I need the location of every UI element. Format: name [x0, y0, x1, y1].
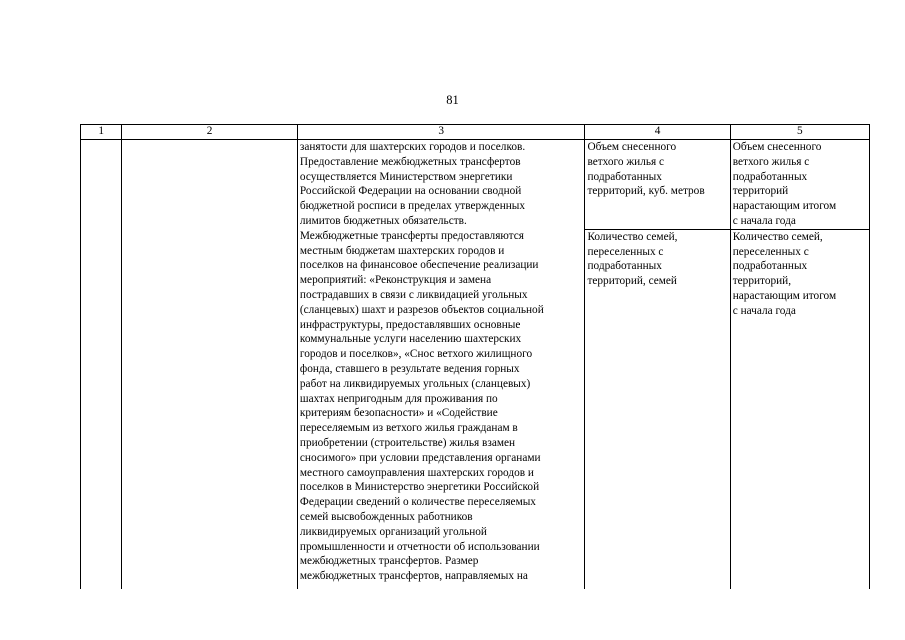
cell-col4-indicator-2	[585, 229, 730, 589]
col4-indicator-2-text: Количество семей, переселенных с подработанных территорий, семей	[587, 230, 678, 288]
cell-col5-indicator-1	[730, 140, 869, 230]
table-row	[81, 140, 870, 230]
cell-col3-description	[297, 140, 585, 590]
col5-indicator-1-text: Объем снесенного ветхого жилья с подработанных территорий нарастающим итогом с начала года	[732, 141, 837, 227]
document-table	[80, 124, 870, 589]
col4-indicator-1-text: Объем снесенного ветхого жилья с подработанных территорий, куб. метров	[587, 141, 705, 198]
header-cell-5: 5	[730, 125, 869, 140]
header-cell-3: 3	[297, 125, 585, 140]
header-cell-1: 1	[81, 125, 122, 140]
header-cell-4: 4	[585, 125, 730, 140]
cell-col5-indicator-2	[730, 229, 869, 589]
cell-col1-empty	[81, 140, 122, 590]
col3-paragraph-2: Межбюджетные трансферты предоставляются местным бюджетам шахтерских городов и поселков на финансовое обеспечение реализации мероприятий: «Реконструкция и замена пострадавших в связи с ликвидацией угольных (сланцевых) шахт и разрезов объектов социальной инфраструктуры, предоставлявших основные коммунальные услуги населению шахтерских городов и поселков», «Снос ветхого жилищного фонда, ставшего в результате ведения горных работ на ликвидируемых угольных (сланцевых) шахтах непригодным для проживания по критериям безопасности» и «Содействие переселяемым из ветхого жилья гражданам в приобретении (строительстве) жилья взамен сносимого» при условии представления органами местного самоуправления шахтерских городов и поселков в Министерство энергетики Российской Федерации сведений о количестве переселяемых семей высвобожденных работников ликвидируемых организаций угольной промышленности и отчетности об использовании межбюджетных трансфертов. Размер межбюджетных трансфертов, направляемых на	[299, 229, 544, 583]
cell-col2-empty	[122, 140, 298, 590]
page-number: 81	[446, 93, 459, 107]
header-cell-2: 2	[122, 125, 298, 140]
col5-indicator-2-text: Количество семей, переселенных с подработанных территорий, нарастающим итогом с начала года	[732, 230, 837, 317]
cell-col4-indicator-1	[585, 140, 730, 230]
table-header-row	[81, 125, 870, 140]
col3-paragraph-1: занятости для шахтерских городов и поселков. Предоставление межбюджетных трансфертов осуществляется Министерством энергетики Российской Федерации на основании сводной бюджетной росписи в пределах утвержденных лимитов бюджетных обязательств.	[299, 141, 526, 227]
